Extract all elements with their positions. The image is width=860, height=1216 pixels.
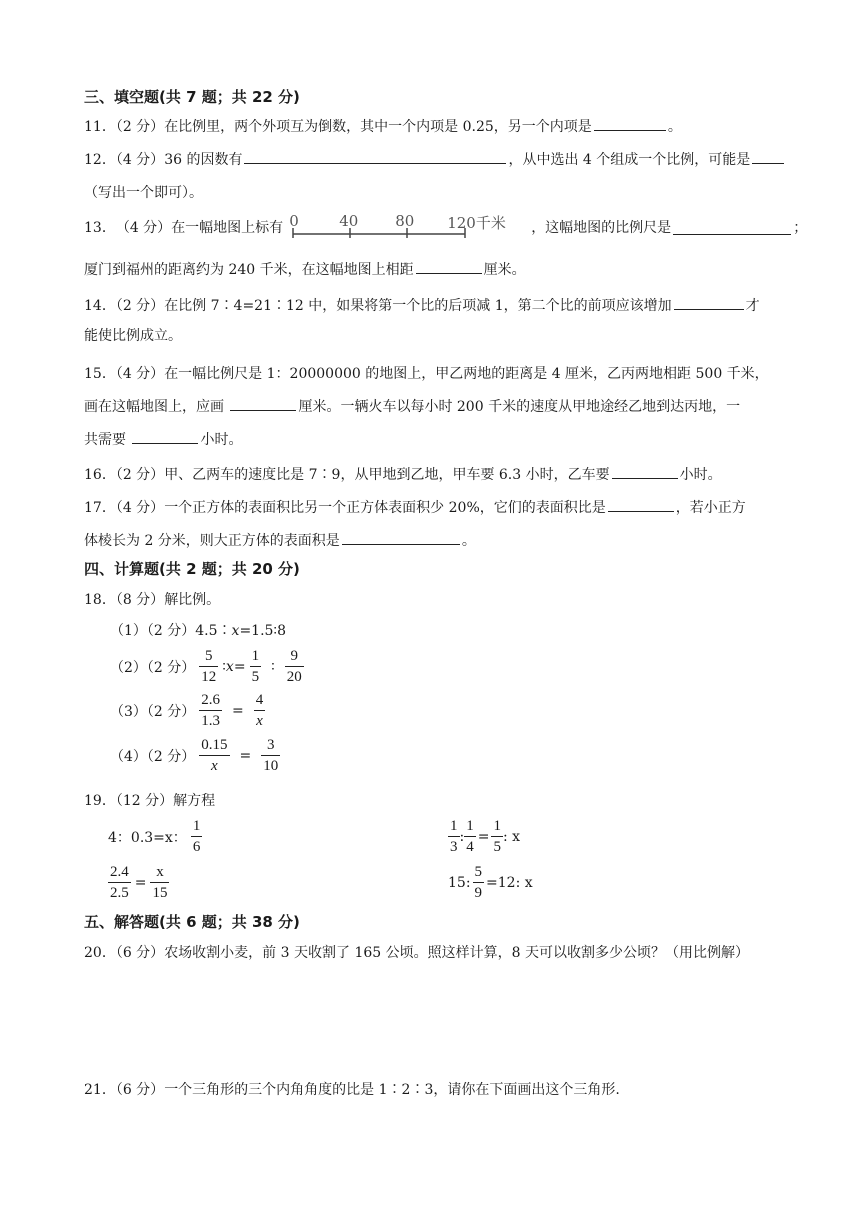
question-18-part2: （2）（2 分） $\frac{5}{12}$ ∶ x = $\frac{1}{5}$ ∶ $\frac{9}{20}$ (110, 648, 302, 685)
answer-blank (416, 259, 482, 274)
question-18-part1: （1）（2 分）4.5∶x=1.5∶8 (110, 623, 286, 639)
answer-blank (594, 116, 666, 131)
question-18-part3: （3）（2 分） $\frac{2.6}{1.3}$ = $\frac{4}{x}$ (110, 692, 264, 729)
question-19-eq2: $\frac{1}{3}$ : $\frac{1}{4}$ = $\frac{1}{5}$ : x (450, 818, 521, 855)
question-11: 11．（2 分）在比例里，两个外项互为倒数，其中一个内项是 0.25，另一个内项是 。 (84, 116, 682, 136)
question-15-line2: 画在这幅地图上，应画 厘米。一辆火车以每小时 200 千米的速度从甲地途经乙地到达丙地，一 (84, 396, 740, 416)
question-17: 17．（4 分）一个正方体的表面积比另一个正方体表面积少 20%，它们的表面积比是 ，若小正方 (84, 497, 746, 517)
question-15-line3: 共需要 小时。 (84, 429, 242, 449)
question-19-eq1: 4：0.3=x： $\frac{1}{6}$ (108, 818, 201, 855)
question-20: 20．（6 分）农场收割小麦，前 3 天收割了 165 公顷。照这样计算，8 天可以收割多少公顷？（用比例解） (84, 945, 749, 961)
question-15: 15．（4 分）在一幅比例尺是 1：20000000 的地图上，甲乙两地的距离是 4 厘米，乙丙两地相距 500 千米， (84, 366, 769, 382)
question-19-eq4: 15: $\frac{5}{9}$ =12: x (448, 864, 533, 901)
section-3-heading: 三、填空题(共 7 题；共 22 分) (84, 88, 300, 106)
question-17-line2: 体棱长为 2 分米，则大正方体的表面积是 。 (84, 530, 476, 550)
answer-blank (752, 149, 784, 164)
question-19-eq3: $\frac{2.4}{2.5}$ = $\frac{x}{15}$ (110, 864, 168, 901)
scale-tick-40: 40 (339, 212, 359, 230)
answer-blank (612, 464, 678, 479)
question-19: 19．（12 分）解方程 (84, 793, 216, 809)
answer-blank (342, 530, 460, 545)
answer-blank (608, 497, 674, 512)
section-5-heading: 五、解答题(共 6 题；共 38 分) (84, 913, 300, 931)
map-scale-bar (289, 212, 525, 242)
scale-tick-0: 0 (289, 212, 299, 230)
question-14: 14．（2 分）在比例 7∶4=21∶12 中，如果将第一个比的后项减 1，第二个比的前项应该增加 才 (84, 295, 760, 315)
answer-blank (230, 396, 296, 411)
scale-tick-80: 80 (395, 212, 415, 230)
answer-blank (674, 295, 744, 310)
question-13: 13． （4 分） 在一幅地图上标有 0 40 80 120千米 ，这幅地图的比例尺是 ； (84, 212, 807, 242)
question-18: 18．（8 分）解比例。 (84, 592, 221, 608)
section-4-heading: 四、计算题(共 2 题；共 20 分) (84, 560, 300, 578)
question-16: 16．（2 分）甲、乙两车的速度比是 7∶9，从甲地到乙地，甲车要 6.3 小时，乙车要 小时。 (84, 464, 722, 484)
question-13-line2: 厦门到福州的距离约为 240 千米，在这幅地图上相距 厘米。 (84, 259, 526, 279)
question-21: 21．（6 分）一个三角形的三个内角角度的比是 1∶2∶3，请你在下面画出这个三角形. (84, 1082, 620, 1098)
answer-blank (673, 220, 791, 235)
answer-blank (244, 149, 506, 164)
question-12-line2: （写出一个即可）。 (84, 185, 203, 201)
question-14-line2: 能使比例成立。 (84, 328, 182, 344)
answer-blank (132, 429, 198, 444)
scale-tick-120: 120千米 (447, 214, 506, 232)
question-18-part4: （4）（2 分） $\frac{0.15}{x}$ = $\frac{3}{10}$ (110, 737, 279, 774)
question-12: 12．（4 分）36 的因数有 ，从中选出 4 个组成一个比例，可能是 (84, 149, 786, 169)
